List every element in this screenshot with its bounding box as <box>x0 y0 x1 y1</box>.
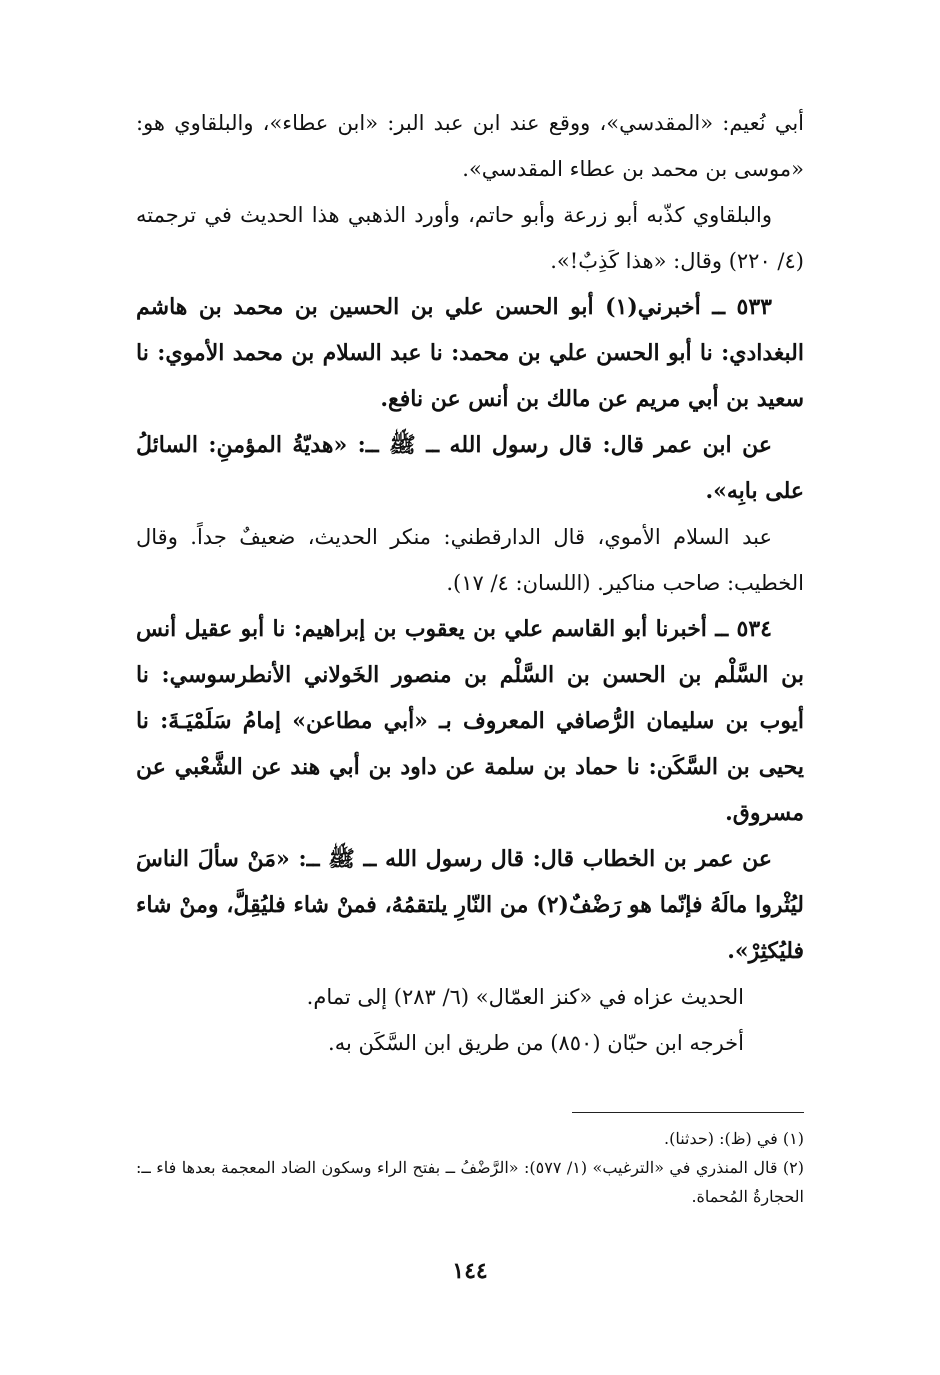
hadith-534-matn: عن عمر بن الخطاب قال: قال رسول الله ــ ﷺ ــ: «مَنْ سألَ الناسَ ليُثْروا مالَهُ فإنّما هو رَضْفٌ(٢) من النّارِ يلتقمُهُ، فمنْ شاء فليُقِلَّ، ومنْ شاء فليُكثِرْ». <box>136 846 804 964</box>
hadith-533-isnad: ٥٣٣ ــ أخبرني(١) أبو الحسن علي بن الحسين بن محمد بن هاشم البغدادي: نا أبو الحسن علي بن محمد: نا عبد السلام بن محمد الأموي: نا سعيد بن أبي مريم عن مالك بن أنس عن نافع. <box>136 294 804 412</box>
hadith-534-commentary-2: أخرجه ابن حبّان (٨٥٠) من طريق ابن السَّكَن به. <box>328 1031 744 1055</box>
hadith-533-matn: عن ابن عمر قال: قال رسول الله ــ ﷺ ــ: «هديّةُ المؤمنِ: السائلُ على بابِه». <box>136 432 804 504</box>
hadith-533-commentary: عبد السلام الأموي، قال الدارقطني: منكر الحديث، ضعيفٌ جداً. وقال الخطيب: صاحب مناكير. (اللسان: ٤/ ١٧). <box>136 525 804 595</box>
footnote-2: (٢) قال المنذري في «الترغيب» (١/ ٥٧٧): «الرَّضْفُ ــ بفتح الراء وسكون الضاد المعجمة بعدها فاء ــ: الحجارةُ المُحماة. <box>136 1158 805 1206</box>
paragraph-balqawi-note: والبلقاوي كذّبه أبو زرعة وأبو حاتم، وأورد الذهبي هذا الحديث في ترجمته (٤/ ٢٢٠) وقال: «هذا كَذِبٌ!». <box>136 203 804 273</box>
hadith-534-isnad: ٥٣٤ ــ أخبرنا أبو القاسم علي بن يعقوب بن إبراهيم: نا أبو عقيل أنس بن السَّلْم بن الحسن بن السَّلْم بن منصور الخَولاني الأنطرسوسي: نا أيوب بن سليمان الرُّصافي المعروف بـ «أبي مطاعن» إمامُ سَلَمْيَـةَ: نا يحيى بن السَّكَن: نا حماد بن سلمة عن داود بن أبي هند عن الشَّعْبي عن مسروق. <box>136 616 804 826</box>
footnotes <box>136 1124 804 1211</box>
main-text <box>136 100 804 1066</box>
page-number: ١٤٤ <box>452 1258 488 1284</box>
footnote-1: (١) في (ظ): (حدثنا). <box>663 1129 804 1148</box>
hadith-534-commentary-1: الحديث عزاه في «كنز العمّال» (٦/ ٢٨٣) إلى تمام. <box>306 985 744 1009</box>
footnote-divider <box>572 1112 804 1113</box>
paragraph-continuation: أبي نُعيم: «المقدسي»، ووقع عند ابن عبد البر: «ابن عطاء»، والبلقاوي هو: «موسى بن محمد بن عطاء المقدسي». <box>136 111 804 181</box>
